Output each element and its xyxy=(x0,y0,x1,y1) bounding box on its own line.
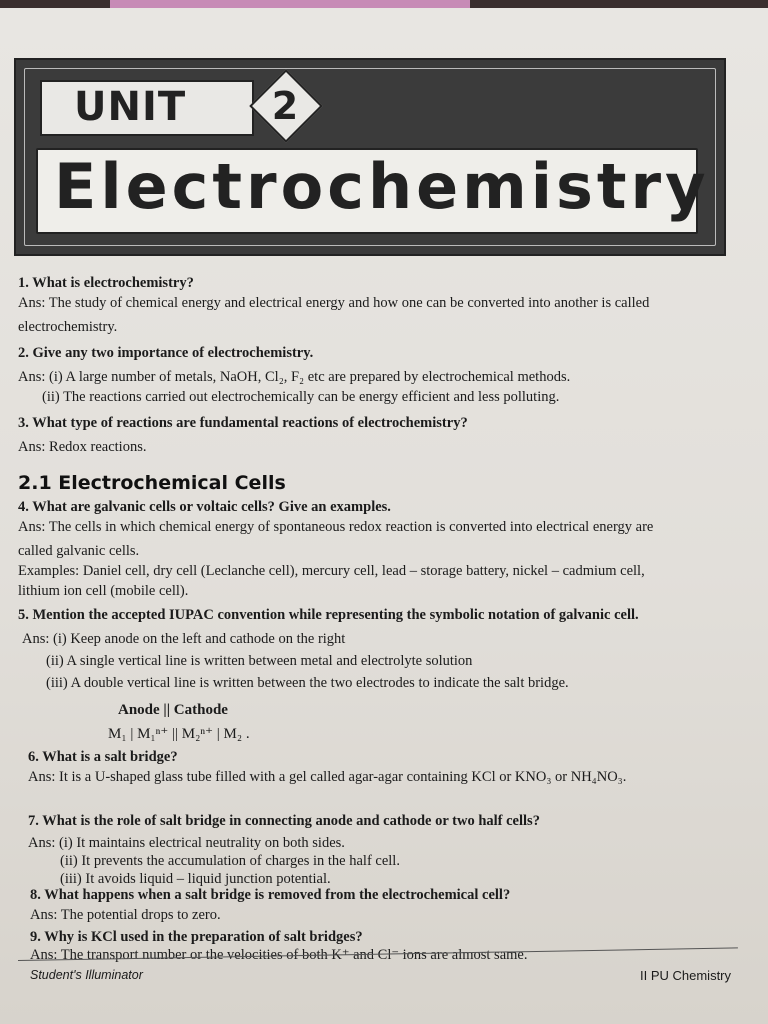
question-8: 8. What happens when a salt bridge is removed from the electrochemical cell? xyxy=(30,887,511,903)
question-2: 2. Give any two importance of electrochemistry. xyxy=(18,345,314,361)
footer-subject: II PU Chemistry xyxy=(640,968,732,983)
section-heading: 2.1 Electrochemical Cells xyxy=(18,472,286,494)
answer-2-line-1: Ans: (i) A large number of metals, NaOH, Cl₂, F₂ etc are prepared by electrochemical methods. xyxy=(18,369,571,385)
question-5: 5. Mention the accepted IUPAC convention while representing the symbolic notation of galvanic cell. xyxy=(18,607,639,623)
question-1: 1. What is electrochemistry? xyxy=(18,275,194,291)
answer-3: Ans: Redox reactions. xyxy=(18,439,147,455)
answer-1-line-1: Ans: The study of chemical energy and electrical energy and how one can be converted into another is called xyxy=(18,295,650,311)
question-3: 3. What type of reactions are fundamental reactions of electrochemistry? xyxy=(18,415,468,431)
answer-7-line-2: (ii) It prevents the accumulation of charges in the half cell. xyxy=(60,853,400,869)
question-7: 7. What is the role of salt bridge in connecting anode and cathode or two half cells? xyxy=(28,813,540,829)
unit-number: 2 xyxy=(271,84,299,128)
question-6: 6. What is a salt bridge? xyxy=(28,749,178,765)
answer-4-line-1: Ans: The cells in which chemical energy of spontaneous redox reaction is converted into electrical energy are xyxy=(18,519,654,535)
answer-8: Ans: The potential drops to zero. xyxy=(30,907,221,923)
anode-cathode-notation: Anode || Cathode xyxy=(118,702,228,718)
examples-line-1: Examples: Daniel cell, dry cell (Leclanche cell), mercury cell, lead – storage battery, nickel – cadmium cell, xyxy=(18,563,645,579)
cell-notation: M₁ | M₁ⁿ⁺ || M₂ⁿ⁺ | M₂ . xyxy=(108,726,250,742)
unit-label: UNIT xyxy=(74,84,187,130)
question-4: 4. What are galvanic cells or voltaic cells? Give an examples. xyxy=(18,499,391,515)
answer-2-line-2: (ii) The reactions carried out electrochemically can be energy efficient and less polluting. xyxy=(42,389,560,405)
pink-edge xyxy=(110,0,470,8)
answer-9: Ans: The transport number or the velocities of both K⁺ and Cl⁻ ions are almost same. xyxy=(30,947,528,963)
answer-7-line-3: (iii) It avoids liquid – liquid junction potential. xyxy=(60,871,331,887)
footer-publisher: Student's Illuminator xyxy=(30,968,143,982)
answer-5-line-1: Ans: (i) Keep anode on the left and cathode on the right xyxy=(22,631,346,647)
chapter-title: Electrochemistry xyxy=(54,150,710,223)
answer-1-line-2: electrochemistry. xyxy=(18,319,118,335)
answer-5-line-2: (ii) A single vertical line is written between metal and electrolyte solution xyxy=(46,653,473,669)
answer-5-line-3: (iii) A double vertical line is written between the two electrodes to indicate the salt bridge. xyxy=(46,675,569,691)
answer-6: Ans: It is a U-shaped glass tube filled with a gel called agar-agar containing KCl or KNO₃ or NH₄NO₃. xyxy=(28,769,627,785)
answer-4-line-2: called galvanic cells. xyxy=(18,543,140,559)
answer-7-line-1: Ans: (i) It maintains electrical neutrality on both sides. xyxy=(28,835,345,851)
question-9: 9. Why is KCl used in the preparation of salt bridges? xyxy=(30,929,363,945)
examples-line-2: lithium ion cell (mobile cell). xyxy=(18,583,189,599)
